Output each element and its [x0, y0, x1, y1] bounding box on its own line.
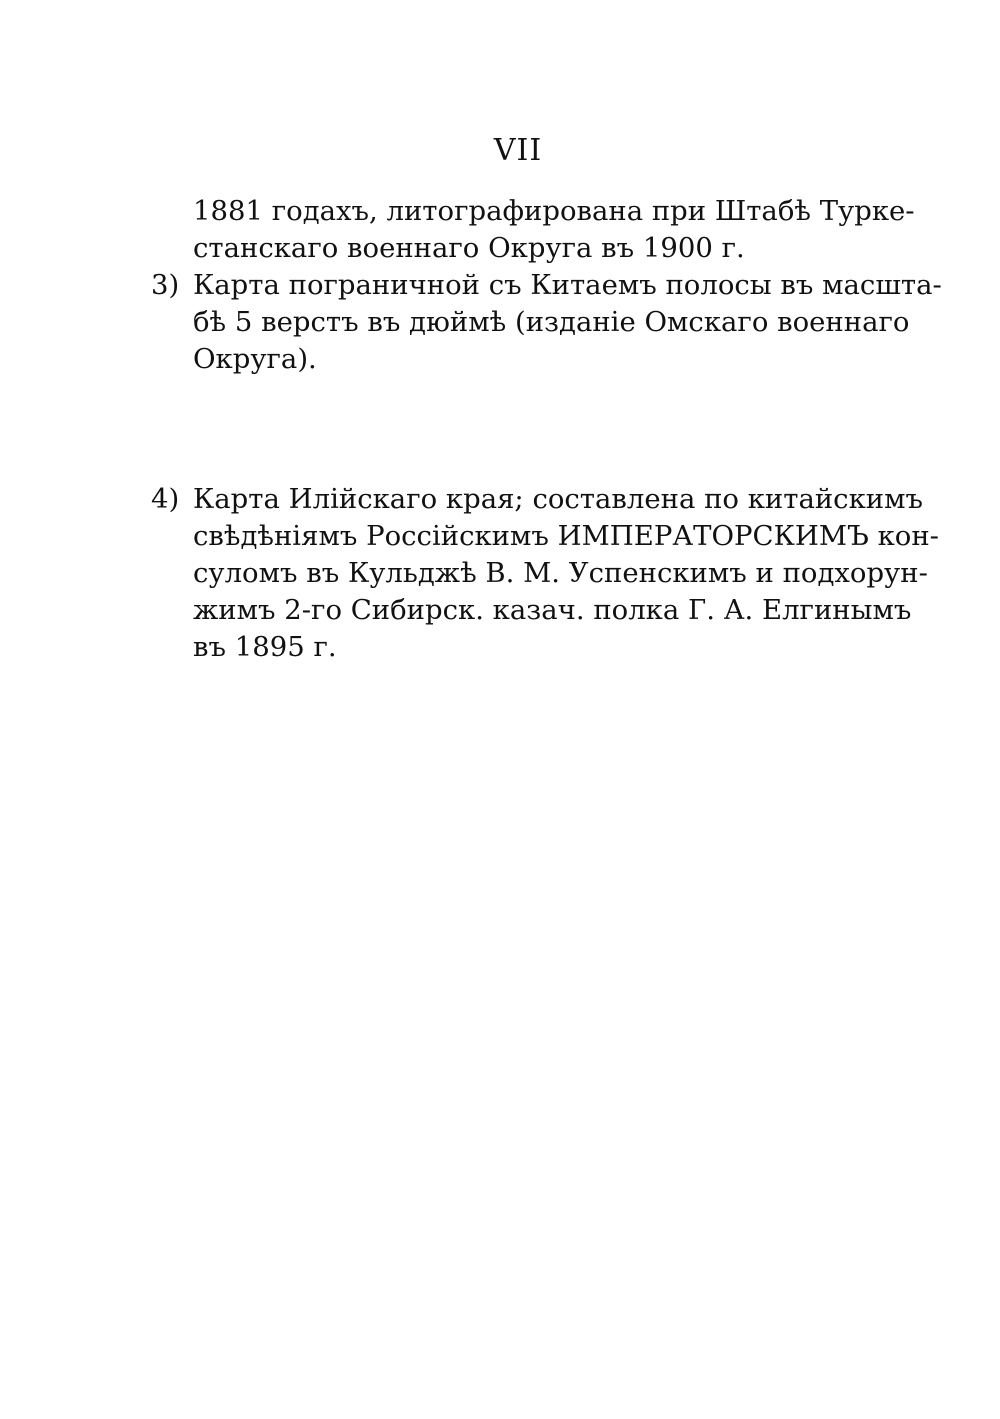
text-line: въ 1895 г.: [193, 631, 337, 663]
text-line: Округа).: [193, 343, 317, 375]
text-line: Карта Илійскаго края; составлена по китайскимъ: [193, 483, 923, 515]
text-line: свѣдѣніямъ Россійскимъ ИМПЕРАТОРСКИМЪ кон-: [193, 520, 939, 552]
text-line: суломъ въ Кульджѣ В. М. Успенскимъ и подхорун-: [193, 557, 928, 589]
list-item-marker: 4): [151, 483, 180, 515]
list-item-3: [151, 267, 942, 378]
continuation-paragraph: [193, 193, 915, 267]
text-line: жимъ 2-го Сибирск. казач. полка Г. А. Елгинымъ: [193, 594, 912, 626]
list-item-4: [151, 481, 939, 666]
text-line: станскаго военнаго Округа въ 1900 г.: [193, 232, 745, 264]
text-line: 1881 годахъ, литографирована при Штабѣ Турке-: [193, 195, 915, 227]
page-number: VII: [493, 133, 543, 168]
list-item-marker: 3): [151, 269, 180, 301]
text-line: Карта пограничной съ Китаемъ полосы въ масшта-: [193, 269, 942, 301]
text-line: бѣ 5 верстъ въ дюймѣ (изданіе Омскаго военнаго: [193, 306, 910, 338]
